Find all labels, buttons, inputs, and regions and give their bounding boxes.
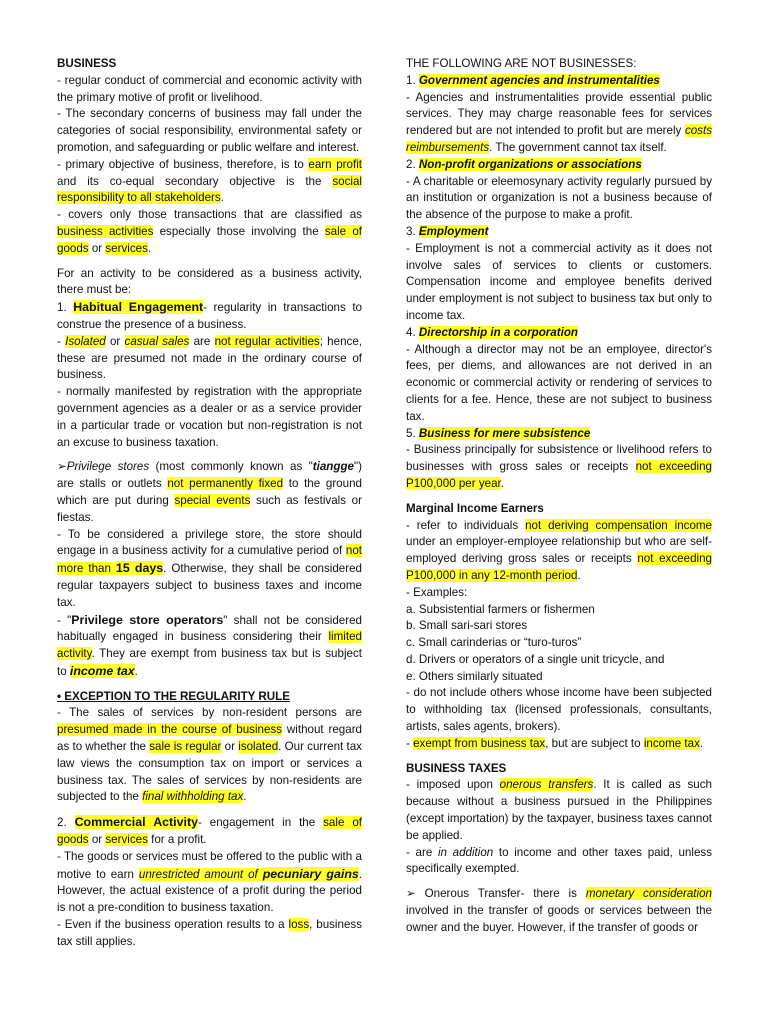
withholding-note: - do not include others whose income have been subjected to withholding tax (licensed professionals, consultants, artists, sales agents, brokers). (406, 686, 712, 734)
right-column (406, 56, 712, 937)
left-column (57, 56, 362, 951)
business-def-4: - covers only those transactions that are classified as business activities especially those involving the sale of goods or services. (57, 208, 362, 255)
onerous-transfer: ➢ Onerous Transfer- there is monetary consideration involved in the transfer of goods or services between the owner and the buyer. However, if the transfer of goods or (406, 887, 712, 934)
habitual-engagement: 1. Habitual Engagement- regularity in transactions to construe the presence of a business. (57, 300, 362, 331)
business-def-2: - The secondary concerns of business may fall under the categories of social responsibility, environmental safety or promotion, and safeguarding or public welfare and interest. (57, 107, 362, 154)
arrow-bullet-icon: ➢ (57, 460, 67, 474)
exempt-note: - exempt from business tax, but are subject to income tax. (406, 736, 704, 750)
directorship-text: - Although a director may not be an employee, director's fees, per diems, and allowances are not derived in an economic or commercial activity or rendering of services to clients for a fee. Hence, these are not subject to business tax. (406, 342, 712, 423)
business-taxes-text: - imposed upon onerous transfers. It is called as such because without a business pursued in the Philippines (except importation) by the taxpayer, business taxes cannot be applied. (406, 778, 712, 842)
business-activity-intro: For an activity to be considered as a business activity, there must be: (57, 266, 362, 297)
commercial-activity: 2. Commercial Activity- engagement in the sale of goods or services for a profit. (57, 815, 362, 847)
exception-text: - The sales of services by non-resident persons are presumed made in the course of business without regard as to whether the sale is regular or isolated. Our current tax law views the consumption tax on import or services a business tax. The sales of services by non-residents are subjected to the final withholding tax. (57, 706, 362, 804)
example-item: d. Drivers or operators of a single unit tricycle, and (406, 652, 665, 666)
goods-services-note: - The goods or services must be offered to the public with a motive to earn unrestricted amount of pecuniary gains. However, the actual existence of a profit during the period is not a pre-condition to business taxation. (57, 849, 363, 915)
arrow-bullet-icon: ➢ (406, 887, 416, 901)
example-item: b. Small sari-sari stores (406, 619, 528, 633)
business-heading: BUSINESS (57, 57, 117, 70)
registration-note: - normally manifested by registration with the appropriate government agencies as a dealer or as a service provider in a particular trade or vocation but non-registration is not an excuse to business taxation. (57, 385, 362, 449)
business-def-1: - regular conduct of commercial and economic activity with the primary motive of profit or livelihood. (57, 73, 362, 104)
example-item: a. Subsistential farmers or fishermen (406, 602, 595, 616)
business-taxes-heading: BUSINESS TAXES (406, 761, 507, 775)
employment-text: - Employment is not a commercial activity as it does not involve sales of services to clients or customers. Compensation income and employee benefits derived under employment is not subject to business tax but only to income tax. (406, 241, 712, 322)
isolated-sales: - Isolated or casual sales are not regular activities; hence, these are presumed not made in the ordinary course of business. (57, 334, 362, 382)
in-addition-note: - are in addition to income and other taxes paid, unless specifically exempted. (406, 845, 712, 876)
government-agencies-text: - Agencies and instrumentalities provide essential public services. They may charge reasonable fees for services rendered but are not intended to profit but are merely costs reimbursements. The government cannot tax itself. (406, 90, 712, 154)
loss-note: - Even if the business operation results to a loss, business tax still applies. (57, 918, 363, 948)
government-agencies-title: 1. Government agencies and instrumentalities (406, 73, 660, 87)
exception-heading: • EXCEPTION TO THE REGULARITY RULE (57, 689, 290, 703)
subsistence-title: 5. Business for mere subsistence (406, 426, 591, 440)
marginal-income-heading: Marginal Income Earners (406, 501, 544, 515)
marginal-income-text: - refer to individuals not deriving compensation income under an employer-employee relationship but who are self-employed deriving gross sales or receipts not exceeding P100,000 in any 12-month period. (406, 518, 712, 582)
not-businesses-heading: THE FOLLOWING ARE NOT BUSINESSES: (406, 57, 637, 70)
non-profit-title: 2. Non-profit organizations or associations (406, 157, 642, 171)
subsistence-text: - Business principally for subsistence or livelihood refers to businesses with gross sales or receipts not exceeding P100,000 per year. (406, 443, 712, 490)
example-item: c. Small carinderias or “turo-turos” (406, 636, 582, 650)
example-item: e. Others similarly situated (406, 669, 543, 683)
privilege-store-operators: - "Privilege store operators" shall not be considered habitually engaged in business considering their limited activity. They are exempt from business tax but is subject to income tax. (57, 612, 362, 678)
privilege-stores: ➢Privilege stores (most commonly known as "tiangge") are stalls or outlets not permanently fixed to the ground which are put during special events such as festivals or fiestas. (57, 460, 362, 524)
privilege-store-period: - To be considered a privilege store, the store should engage in a business activity for a cumulative period of not more than 15 days. Otherwise, they shall be considered regular taxpayers subject to business taxes and income tax. (57, 527, 362, 609)
directorship-title: 4. Directorship in a corporation (406, 325, 579, 339)
business-def-3: - primary objective of business, therefore, is to earn profit and its co-equal secondary objective is the social responsibility to all stakeholders. (57, 157, 362, 205)
examples-label: - Examples: (406, 585, 468, 599)
non-profit-text: - A charitable or eleemosynary activity regularly pursued by an institution or organization is not a business because of the absence of the purpose to make a profit. (406, 174, 712, 222)
employment-title: 3. Employment (406, 224, 489, 238)
